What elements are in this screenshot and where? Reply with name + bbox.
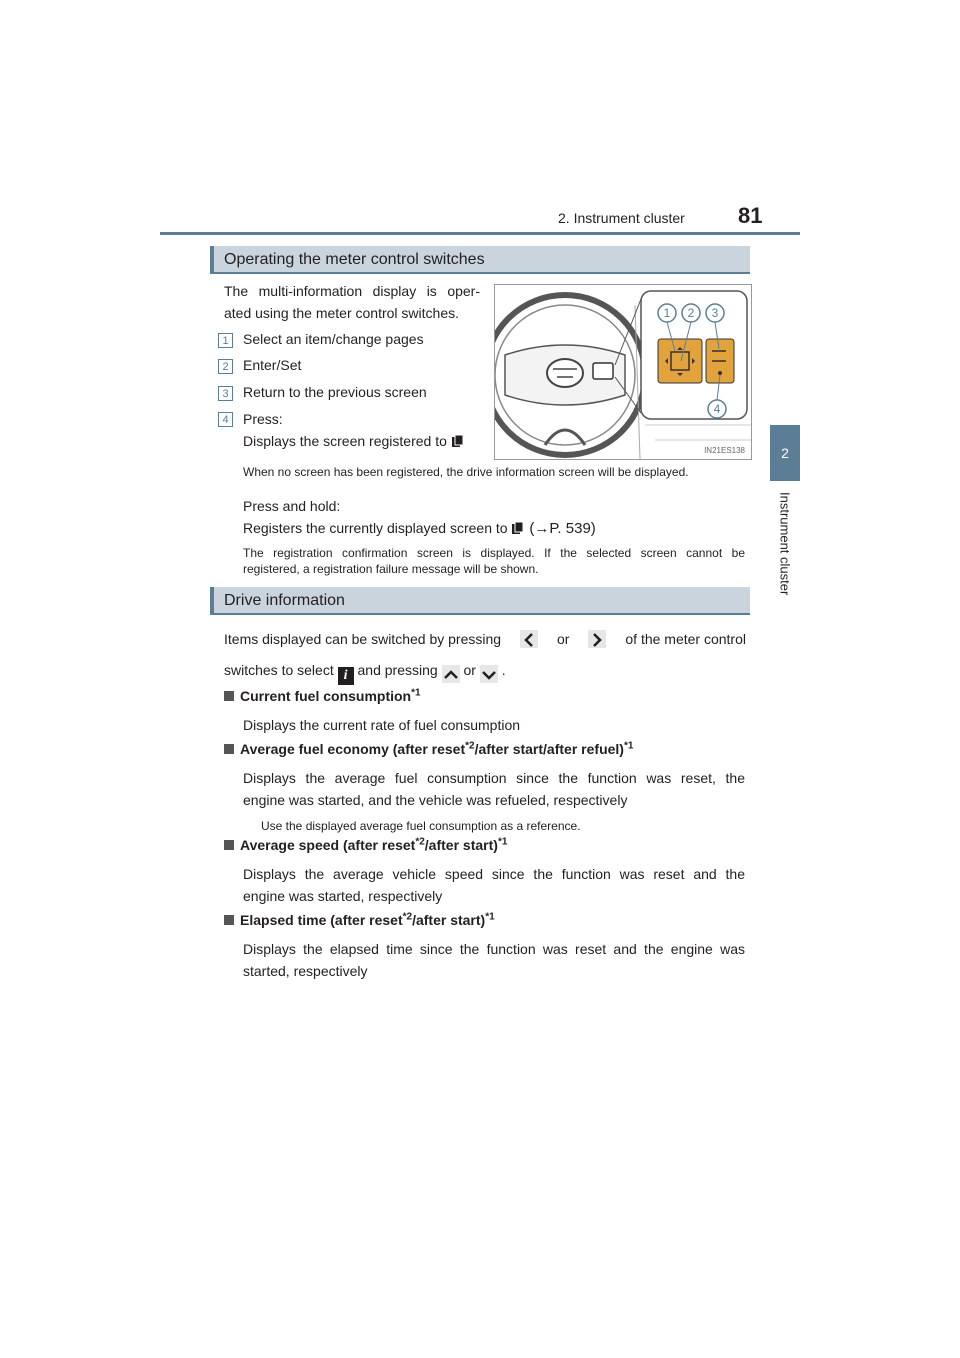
item-text-3: Return to the previous screen [243,384,427,400]
item-number-2: 2 [218,357,233,375]
item-text-2: Enter/Set [243,357,302,373]
item-heading-average-fuel: Average fuel economy (after reset$^{*2}$/after start/after refuel)$^{*1}$ [224,741,633,757]
hold-note: The registration confirmation screen is displayed. If the selected screen cannot be registered, a registration failure message will be shown. [243,546,745,576]
callout-1: 1 [663,306,671,320]
item-number-3: 3 [218,384,233,402]
item-heading-elapsed-time: Elapsed time (after reset$^{*2}$/after start)$^{*1}$ [224,912,495,928]
callout-2: 2 [687,306,695,320]
press-description: Displays the screen registered to [243,430,465,452]
intro-text: The multi-information display is oper- ated using the meter control switches. [224,283,480,321]
chapter-tab-label: Instrument cluster [777,492,793,596]
info-icon: i [338,667,354,685]
down-arrow-icon [480,665,498,683]
drive-info-para-line2: switches to select i and pressing or . [224,662,506,683]
callout-3: 3 [711,306,719,320]
illustration-code: IN21ES138 [704,446,745,455]
item-heading-average-speed: Average speed (after reset$^{*2}$/after start)$^{*1}$ [224,837,507,853]
page-number: 81 [738,203,763,228]
section-bar-drive-information [210,587,750,615]
callout-4: 4 [713,402,721,416]
item-heading-current-fuel: Current fuel consumption$^{*1}$ [224,688,421,704]
item-number-1: 1 [218,331,233,349]
item-text-1: Select an item/change pages [243,331,424,347]
item-note-average-fuel: Use the displayed average fuel consumption as a reference. [261,819,581,833]
right-arrow-icon [588,630,606,648]
item-desc-average-speed: Displays the average vehicle speed since the function was reset and the engine was started, respectively [243,866,745,904]
press-note: When no screen has been registered, the drive information screen will be displayed. [243,465,689,479]
up-arrow-icon [442,665,460,683]
section-heading: Drive information [224,592,345,609]
item-number-4: 4 [218,410,233,428]
bullet-square-icon [224,915,234,925]
header-rule [160,232,800,235]
hold-label: Press and hold: [243,498,341,514]
hold-description: Registers the currently displayed screen to (→P. 539) [243,520,596,537]
bullet-square-icon [224,744,234,754]
steering-switch-illustration [494,284,752,460]
section-bar-meter-switches [210,246,750,274]
item-desc-current-fuel: Displays the current rate of fuel consumption [243,717,521,733]
registered-screen-icon [451,432,465,446]
bullet-square-icon [224,691,234,701]
bullet-square-icon [224,840,234,850]
item-text-4: Press: [243,411,283,427]
page-reference: (→P. 539) [529,520,596,537]
drive-info-para-line1: Items displayed can be switched by pressing or of the meter control [224,631,746,647]
item-desc-elapsed-time: Displays the elapsed time since the function was reset and the engine was started, respectively [243,941,745,979]
registered-screen-icon [511,519,525,533]
section-title: 2. Instrument cluster [558,210,685,226]
item-desc-average-fuel: Displays the average fuel consumption since the function was reset, the engine was started, and the vehicle was refueled, respectively [243,770,745,808]
section-heading: Operating the meter control switches [224,251,485,268]
left-arrow-icon [520,630,538,648]
chapter-tab-number: 2 [770,425,800,481]
